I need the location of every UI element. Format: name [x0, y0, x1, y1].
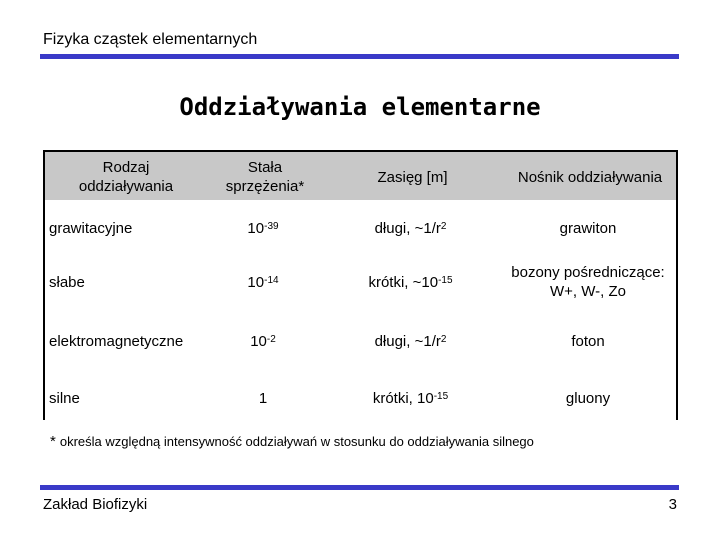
header-title: Fizyka cząstek elementarnych [43, 31, 258, 48]
range-text: krótki, ~10 [368, 273, 439, 291]
carrier-line1: bozony pośredniczące: [511, 264, 665, 281]
range-exponent: 2 [440, 220, 447, 232]
coupling-exponent: -39 [264, 220, 279, 232]
range-text: długi, ~1/r [374, 332, 441, 350]
table-row-0-type: grawitacyjne [49, 219, 133, 237]
carrier-text: gluony [565, 389, 611, 407]
coupling-base: 10 [247, 219, 265, 237]
table-header-row [43, 150, 678, 200]
table-row-3-range [323, 378, 498, 418]
footer-rule [40, 485, 679, 490]
footnote-text: określa względną intensywność oddziaływań w stosunku do oddziaływania silnego [59, 434, 534, 449]
table-row-2-type: elektromagnetyczne [49, 332, 184, 350]
table-row-1-coupling [203, 262, 323, 302]
table-row-3-carrier [498, 378, 678, 418]
table-row-0-range [323, 208, 498, 248]
coupling-exponent: -14 [264, 274, 279, 286]
table-row-0-coupling [203, 208, 323, 248]
table-row-1-range [323, 262, 498, 302]
table-row-3-type: silne [49, 389, 80, 407]
footnote [50, 433, 534, 450]
page-number: 3 [668, 496, 677, 513]
table-row-1-carrier [498, 262, 678, 302]
header-coupling-line1: Stała [247, 159, 283, 176]
range-text: krótki, 10 [372, 389, 434, 407]
header-coupling-line2: sprzężenia* [225, 178, 305, 195]
range-exponent: 2 [440, 333, 447, 345]
table-row-0-carrier [498, 208, 678, 248]
header-range-label: Zasięg [m] [377, 168, 448, 186]
interactions-table [43, 150, 678, 420]
header-type-line2: oddziaływania [78, 178, 174, 195]
coupling-base: 10 [250, 332, 267, 350]
header-cell-carrier [500, 152, 680, 202]
header-cell-type [51, 152, 201, 202]
coupling-exponent: -2 [266, 333, 276, 345]
range-exponent: -15 [433, 390, 449, 402]
coupling-base: 10 [247, 273, 265, 291]
coupling-base: 1 [258, 389, 268, 407]
range-exponent: -15 [438, 274, 453, 286]
table-row-2-carrier [498, 321, 678, 361]
footer-institution: Zakład Biofizyki [43, 496, 148, 513]
slide-title: Oddziaływania elementarne [179, 93, 541, 121]
header-cell-coupling [205, 152, 325, 202]
carrier-text: foton [571, 332, 605, 350]
carrier-line2: W+, W-, Zo [550, 283, 626, 300]
header-cell-range [325, 152, 500, 202]
table-row-2-coupling [203, 321, 323, 361]
carrier-text: grawiton [559, 219, 617, 237]
table-row-1-type: słabe [49, 273, 85, 291]
range-text: długi, ~1/r [374, 219, 441, 237]
header-carrier-label: Nośnik oddziaływania [517, 168, 663, 186]
header-type-line1: Rodzaj [102, 159, 150, 176]
header-rule [40, 54, 679, 59]
footnote-marker: * [50, 433, 56, 450]
table-row-2-range [323, 321, 498, 361]
table-row-3-coupling [203, 378, 323, 418]
